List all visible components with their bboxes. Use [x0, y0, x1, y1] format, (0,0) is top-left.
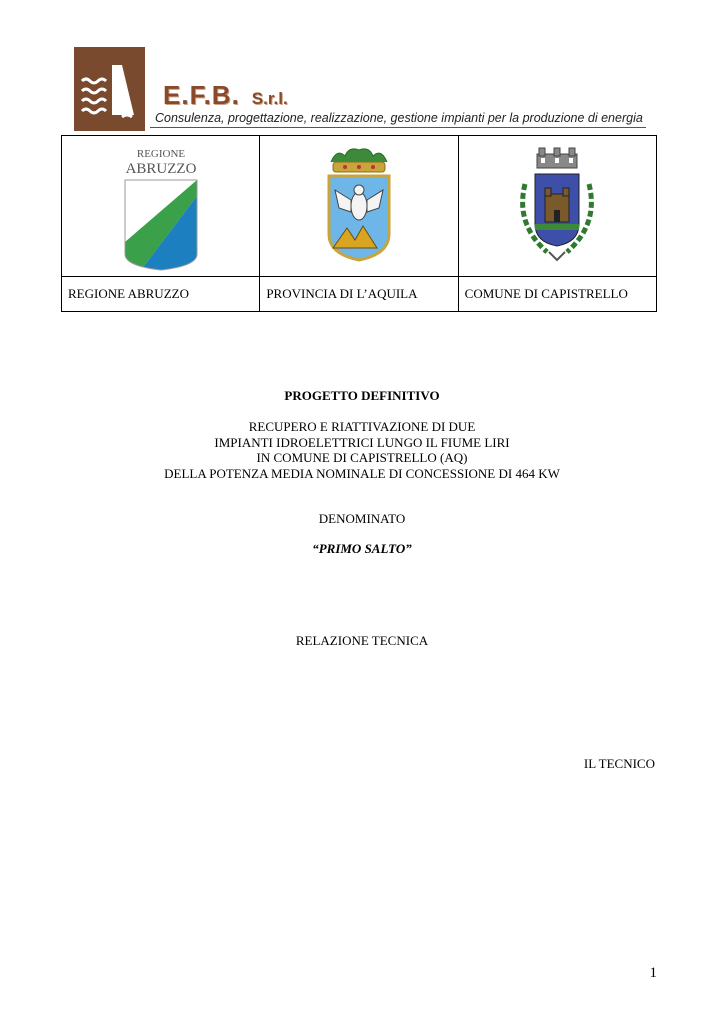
- company-suffix: S.r.l.: [251, 89, 288, 108]
- page-number: 1: [649, 965, 657, 981]
- emblem-label-regione: REGIONE ABRUZZO: [62, 277, 260, 312]
- document-title: PROGETTO DEFINITIVO: [284, 388, 440, 403]
- svg-text:REGIONE: REGIONE: [136, 148, 185, 160]
- company-tagline: Consulenza, progettazione, realizzazione, gestione impianti per la produzione di energia: [155, 111, 643, 125]
- provincia-aquila-crest: [319, 144, 399, 262]
- emblem-cell-regione: [62, 136, 260, 277]
- svg-text:ABRUZZO: ABRUZZO: [125, 161, 197, 177]
- description-line: IN COMUNE DI CAPISTRELLO (AQ): [256, 450, 468, 465]
- description-line: DELLA POTENZA MEDIA NOMINALE DI CONCESSIONE DI 464 KW: [164, 465, 560, 481]
- emblem-table: [61, 135, 657, 312]
- description-line: IMPIANTI IDROELETTRICI LUNGO IL FIUME LIRI: [214, 434, 510, 450]
- emblem-cell-provincia: [260, 136, 458, 277]
- regione-abruzzo-shield: [121, 144, 201, 272]
- emblem-label-comune: COMUNE DI CAPISTRELLO: [458, 277, 656, 312]
- comune-capistrello-crest: [507, 144, 607, 268]
- dam-water-icon: [74, 47, 145, 131]
- company-name: E.F.B.: [163, 80, 240, 110]
- description-line: RECUPERO E RIATTIVAZIONE DI DUE: [248, 419, 476, 434]
- emblem-label-provincia: PROVINCIA DI L’AQUILA: [260, 277, 458, 312]
- relazione-tecnica: RELAZIONE TECNICA: [295, 633, 429, 648]
- emblem-cell-comune: [458, 136, 656, 277]
- company-logo: [74, 47, 145, 131]
- letterhead-divider: [150, 127, 646, 128]
- project-name: “PRIMO SALTO”: [312, 541, 412, 556]
- document-description: [0, 419, 724, 481]
- denominato-label: DENOMINATO: [318, 511, 406, 526]
- company-brand: [163, 80, 288, 110]
- il-tecnico-label: IL TECNICO: [583, 756, 655, 771]
